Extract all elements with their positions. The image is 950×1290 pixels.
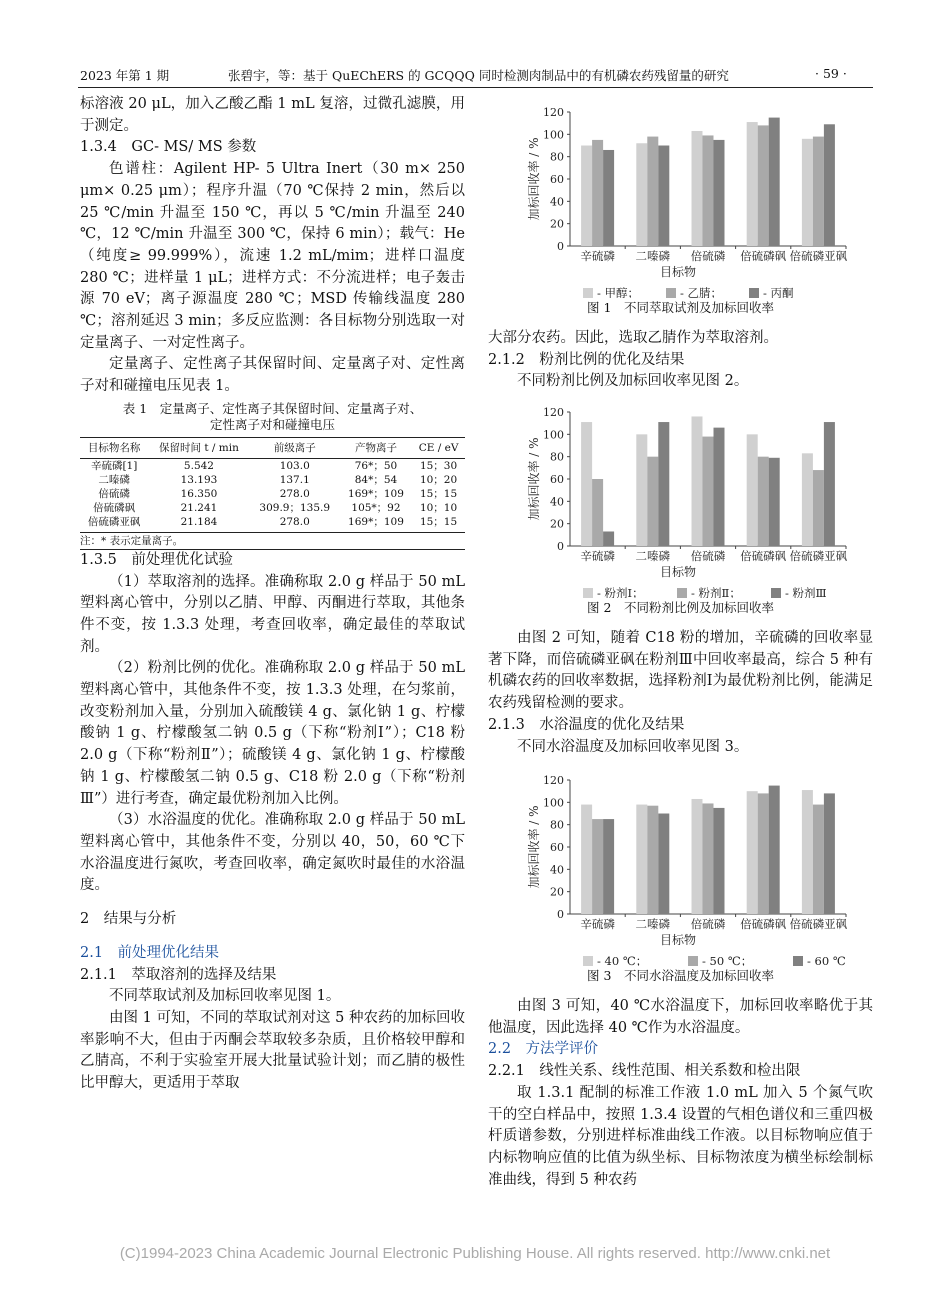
figure-caption: 图 3 不同水浴温度及加标回收率 bbox=[587, 968, 774, 983]
table-header-cell: CE / eV bbox=[412, 437, 465, 458]
bar bbox=[703, 803, 714, 914]
legend-label: - 丙酮 bbox=[763, 286, 794, 298]
table-cell: 21.184 bbox=[148, 515, 249, 533]
bar bbox=[692, 131, 703, 246]
figure-caption: 图 2 不同粉剂比例及加标回收率 bbox=[587, 600, 774, 615]
figure-2 bbox=[488, 398, 873, 616]
table-cell: 169*；109 bbox=[348, 487, 404, 500]
bar bbox=[813, 805, 824, 914]
y-tick-label: 100 bbox=[543, 796, 564, 810]
table-caption-line: 定性离子对和碰撞电压 bbox=[209, 416, 335, 432]
table-1 bbox=[80, 401, 465, 550]
table-cell: 13.193 bbox=[180, 473, 218, 486]
bar bbox=[658, 422, 669, 546]
bar bbox=[758, 457, 769, 546]
y-tick-label: 20 bbox=[550, 217, 564, 231]
table-cell: 105*；92 bbox=[351, 501, 401, 514]
x-tick-label: 辛硫磷 bbox=[580, 249, 615, 263]
x-tick-label: 倍硫磷砜 bbox=[740, 549, 787, 563]
y-tick-label: 0 bbox=[557, 240, 564, 253]
y-tick-label: 0 bbox=[557, 540, 564, 553]
y-tick-label: 20 bbox=[550, 885, 564, 899]
table-note: 注：* 表示定量离子。 bbox=[80, 533, 465, 550]
table-row bbox=[80, 487, 465, 501]
bar bbox=[802, 139, 813, 246]
table-cell: 10；10 bbox=[419, 501, 458, 514]
table-cell: 15；15 bbox=[412, 515, 465, 533]
legend-swatch bbox=[749, 288, 759, 298]
legend-label: - 粉剂Ⅰ； bbox=[597, 586, 644, 598]
legend-swatch bbox=[583, 288, 593, 298]
header-issue: 2023 年第 1 期 bbox=[80, 68, 170, 83]
bar bbox=[647, 457, 658, 546]
table-cell: 103.0 bbox=[279, 459, 310, 472]
bar bbox=[747, 122, 758, 246]
bar bbox=[658, 146, 669, 247]
y-tick-label: 40 bbox=[550, 863, 564, 877]
table-cell: 137.1 bbox=[279, 473, 310, 486]
table-cell: 169*；109 bbox=[340, 515, 412, 533]
x-tick-label: 倍硫磷 bbox=[690, 249, 726, 263]
paragraph: 大部分农药。因此，选取乙腈作为萃取溶剂。 bbox=[488, 330, 778, 346]
right-text-block-1 bbox=[488, 328, 873, 393]
legend-label: - 60 ℃ bbox=[807, 954, 846, 966]
bar bbox=[703, 437, 714, 546]
bar bbox=[747, 434, 758, 546]
bar bbox=[636, 434, 647, 546]
bar bbox=[758, 793, 769, 914]
y-axis-label: 加标回收率 / % bbox=[527, 137, 541, 221]
section-heading: 2.1.2 粉剂比例的优化及结果 bbox=[488, 351, 685, 368]
bar bbox=[603, 150, 614, 246]
table-cell: 二嗪磷 bbox=[98, 473, 130, 486]
bar bbox=[758, 125, 769, 246]
bar bbox=[592, 819, 603, 914]
section-heading: 1.3.5 前处理优化试验 bbox=[80, 551, 233, 568]
paragraph: 标溶液 20 μL，加入乙酸乙酯 1 mL 复溶，过微孔滤膜，用于测定。 bbox=[80, 96, 465, 134]
figure-3-chart bbox=[488, 766, 873, 966]
table-body bbox=[80, 437, 465, 533]
legend-swatch bbox=[688, 956, 698, 966]
header-page-number: · 59 · bbox=[815, 66, 847, 81]
paragraph: （1）萃取溶剂的选择。准确称取 2.0 g 样品于 50 mL 塑料离心管中，分别以乙腈、甲醇、丙酮进行萃取，其他条件不变，按 1.3.3 处理，考查回收率，确定最佳的萃取试剂。 bbox=[80, 573, 465, 655]
bar bbox=[824, 422, 835, 546]
bar bbox=[592, 140, 603, 246]
bar bbox=[603, 531, 614, 546]
bar bbox=[692, 416, 703, 546]
table-header-cell: 目标物名称 bbox=[80, 437, 148, 458]
table-cell: 10；20 bbox=[419, 473, 458, 486]
bar bbox=[714, 808, 725, 914]
y-tick-label: 120 bbox=[543, 406, 564, 419]
left-column bbox=[80, 94, 465, 1095]
section-heading: 2 结果与分析 bbox=[80, 911, 177, 928]
bar bbox=[769, 118, 780, 246]
bar bbox=[769, 786, 780, 914]
paragraph: 色谱柱：Agilent HP- 5 Ultra Inert（30 m× 250 μm× 0.25 μm）；程序升温（70 ℃保持 2 min，然后以 25 ℃/min 升温至 150 ℃，再以 5 ℃/min 升温至 240 ℃，12 ℃/min 升温至 300 ℃，保持 6 min）；载气：He（纯度≥ 99.999%），流速 1.2 mL/mim；进样口温度 280 ℃；进样量 1 μL；进样方式：不分流进样；电子轰击源 70 eV；离子源温度 280 ℃；MSD 传输线温度 280 ℃；溶剂延迟 3 min；多反应监测：各目标物分别选取一对定量离子、一对定性离子。 bbox=[80, 161, 465, 351]
bar bbox=[802, 453, 813, 546]
bar bbox=[581, 805, 592, 914]
bar bbox=[813, 137, 824, 246]
paragraph: 由图 2 可知，随着 C18 粉的增加，辛硫磷的回收率显著下降，而倍硫磷亚砜在粉剂Ⅲ中回收率最高，综合 5 种有机磷农药的回收率数据，选择粉剂Ⅰ为最优粉剂比例，能满足农药残留检测的要求。 bbox=[488, 630, 873, 712]
paragraph: 由图 1 可知，不同的萃取试剂对这 5 种农药的加标回收率影响不大，但由于丙酮会萃取较多杂质，且价格较甲醇和乙腈高，不利于实验室开展大批量试验计划；而乙腈的极性比甲醇大，更适用于萃取 bbox=[80, 1009, 465, 1092]
bar bbox=[592, 479, 603, 546]
y-tick-label: 100 bbox=[543, 428, 564, 442]
x-tick-label: 倍硫磷亚砜 bbox=[789, 549, 848, 563]
paragraph: 定量离子、定性离子其保留时间、定量离子对、定性离子对和碰撞电压见表 1。 bbox=[80, 356, 465, 395]
bar bbox=[769, 458, 780, 546]
legend-label: - 乙腈； bbox=[680, 286, 723, 298]
right-text-block-2 bbox=[488, 628, 873, 758]
table-row bbox=[80, 458, 465, 473]
bar bbox=[714, 428, 725, 546]
header-rule bbox=[78, 87, 873, 88]
x-tick-label: 倍硫磷砜 bbox=[740, 917, 787, 931]
legend-label: - 粉剂Ⅲ bbox=[785, 586, 827, 598]
table-caption bbox=[80, 401, 465, 433]
paragraph: 由图 3 可知，40 ℃水浴温度下，加标回收率略优于其他温度，因此选择 40 ℃作为水浴温度。 bbox=[488, 998, 873, 1036]
header-title: 张碧宇，等：基于 QuEChERS 的 GCQQQ 同时检测肉制品中的有机磷农药残留量的研究 bbox=[228, 68, 729, 83]
legend-swatch bbox=[771, 588, 781, 598]
table-cell: 倍硫磷砜 bbox=[93, 501, 136, 514]
legend-label: - 40 ℃； bbox=[597, 954, 648, 966]
paragraph: 取 1.3.1 配制的标准工作液 1.0 mL 加入 5 个氮气吹干的空白样品中，按照 1.3.4 设置的气相色谱仪和三重四极杆质谱参数，分别进样标准曲线工作液。以目标物响应值于内标物响应值的比值为纵坐标、目标物浓度为横坐标绘制标准曲线，得到 5 种农药 bbox=[488, 1084, 873, 1188]
bar bbox=[658, 814, 669, 915]
y-tick-label: 60 bbox=[550, 841, 564, 854]
table-cell: 76*；50 bbox=[354, 459, 398, 472]
x-axis-label: 目标物 bbox=[659, 565, 697, 579]
figure-1-chart bbox=[488, 98, 873, 298]
legend-swatch bbox=[666, 288, 676, 298]
figure-2-chart bbox=[488, 398, 873, 598]
bar bbox=[581, 422, 592, 546]
table-header-cell: 前级离子 bbox=[250, 437, 340, 458]
bar bbox=[692, 799, 703, 914]
bar bbox=[636, 805, 647, 914]
paragraph: 不同水浴温度及加标回收率见图 3。 bbox=[517, 738, 749, 755]
legend-swatch bbox=[793, 956, 803, 966]
table-cell: 278.0 bbox=[250, 515, 340, 533]
table-cell: 15；15 bbox=[419, 487, 458, 500]
bar bbox=[824, 124, 835, 246]
table-cell: 21.241 bbox=[180, 501, 218, 514]
bar bbox=[703, 135, 714, 246]
x-tick-label: 倍硫磷砜 bbox=[740, 249, 787, 263]
y-tick-label: 120 bbox=[543, 774, 564, 787]
table-cell: 倍硫磷 bbox=[98, 487, 130, 500]
x-tick-label: 倍硫磷 bbox=[690, 917, 726, 931]
copyright-footer: (C)1994-2023 China Academic Journal Electronic Publishing House. All rights reserved. http://www.cnki.net bbox=[119, 1245, 831, 1262]
legend-swatch bbox=[583, 956, 593, 966]
table-row bbox=[80, 501, 465, 515]
paragraph: 不同粉剂比例及加标回收率见图 2。 bbox=[517, 373, 749, 390]
bar bbox=[714, 140, 725, 246]
paragraph: （3）水浴温度的优化。准确称取 2.0 g 样品于 50 mL 塑料离心管中，其他条件不变，分别以 40，50，60 ℃下水浴温度进行氮吹，考查回收率，确定氮吹时最佳的水浴温度。 bbox=[80, 812, 465, 894]
bar bbox=[603, 819, 614, 914]
right-text-block-3 bbox=[488, 996, 873, 1191]
section-heading: 2.1.1 萃取溶剂的选择及结果 bbox=[80, 966, 277, 983]
table-header-cell: 产物离子 bbox=[340, 437, 412, 458]
figure-3 bbox=[488, 766, 873, 984]
table-row bbox=[80, 515, 465, 533]
table-cell: 278.0 bbox=[279, 487, 310, 500]
table-cell: 84*；54 bbox=[354, 473, 398, 486]
section-heading: 2.1.3 水浴温度的优化及结果 bbox=[488, 716, 685, 733]
x-tick-label: 二嗪磷 bbox=[635, 549, 671, 563]
table-cell: 309.9；135.9 bbox=[259, 501, 331, 514]
bar bbox=[824, 793, 835, 914]
y-tick-label: 40 bbox=[550, 495, 564, 509]
legend-swatch bbox=[677, 588, 687, 598]
x-tick-label: 辛硫磷 bbox=[580, 549, 615, 563]
table-caption-line: 表 1 定量离子、定性离子其保留时间、定量离子对、 bbox=[122, 400, 423, 416]
paragraph: 不同萃取试剂及加标回收率见图 1。 bbox=[109, 988, 341, 1005]
y-axis-label: 加标回收率 / % bbox=[527, 437, 541, 521]
section-heading: 2.2 方法学评价 bbox=[488, 1041, 599, 1058]
section-heading: 2.2.1 线性关系、线性范围、相关系数和检出限 bbox=[488, 1063, 801, 1080]
section-heading: 1.3.4 GC- MS/ MS 参数 bbox=[80, 139, 257, 156]
legend-label: - 50 ℃； bbox=[702, 954, 753, 966]
y-tick-label: 20 bbox=[550, 517, 564, 531]
bar bbox=[636, 143, 647, 246]
table-cell: 5.542 bbox=[183, 459, 214, 472]
x-tick-label: 二嗪磷 bbox=[635, 249, 671, 263]
x-tick-label: 倍硫磷 bbox=[690, 549, 726, 563]
x-tick-label: 倍硫磷亚砜 bbox=[789, 249, 848, 263]
table-cell: 倍硫磷亚砜 bbox=[80, 515, 148, 533]
x-axis-label: 目标物 bbox=[659, 933, 697, 947]
bar bbox=[647, 137, 658, 246]
x-axis-label: 目标物 bbox=[659, 265, 697, 279]
figure-1 bbox=[488, 98, 873, 316]
bar bbox=[647, 806, 658, 914]
y-tick-label: 60 bbox=[550, 173, 564, 186]
y-tick-label: 40 bbox=[550, 195, 564, 209]
table-cell: 15；30 bbox=[419, 459, 458, 472]
bar bbox=[802, 790, 813, 914]
paragraph: （2）粉剂比例的优化。准确称取 2.0 g 样品于 50 mL 塑料离心管中，其他条件不变，按 1.3.3 处理，在匀浆前，改变粉剂加入量，分别加入硫酸镁 4 g、氯化钠 1 g、柠檬酸钠 1 g、柠檬酸氢二钠 0.5 g（下称“粉剂Ⅰ”）；C18 粉 2.0 g（下称“粉剂Ⅱ”）；硫酸镁 4 g、氯化钠 1 g、柠檬酸钠 1 g、柠檬酸氢二钠 0.5 g、C18 粉 2.0 g（下称“粉剂Ⅲ”）进行考查，确定最优粉剂加入比例。 bbox=[80, 660, 465, 807]
bar bbox=[747, 791, 758, 914]
x-tick-label: 辛硫磷 bbox=[580, 917, 615, 931]
bar bbox=[581, 146, 592, 247]
bar bbox=[813, 470, 824, 546]
y-tick-label: 80 bbox=[550, 818, 564, 832]
y-axis-label: 加标回收率 / % bbox=[527, 805, 541, 889]
figure-caption: 图 1 不同萃取试剂及加标回收率 bbox=[587, 300, 774, 315]
y-tick-label: 60 bbox=[550, 473, 564, 486]
y-tick-label: 120 bbox=[543, 106, 564, 119]
table-row bbox=[80, 473, 465, 487]
x-tick-label: 倍硫磷亚砜 bbox=[789, 917, 848, 931]
legend-label: - 甲醇； bbox=[597, 286, 640, 298]
y-tick-label: 80 bbox=[550, 150, 564, 164]
y-tick-label: 0 bbox=[557, 908, 564, 921]
table-header-cell: 保留时间 t / min bbox=[148, 437, 249, 458]
y-tick-label: 100 bbox=[543, 128, 564, 142]
x-tick-label: 二嗪磷 bbox=[635, 917, 671, 931]
table-cell: 16.350 bbox=[180, 487, 218, 500]
y-tick-label: 80 bbox=[550, 450, 564, 464]
legend-label: - 粉剂Ⅱ； bbox=[691, 586, 741, 598]
section-heading: 2.1 前处理优化结果 bbox=[80, 944, 220, 961]
table-cell: 辛硫磷[1] bbox=[90, 459, 138, 472]
legend-swatch bbox=[583, 588, 593, 598]
